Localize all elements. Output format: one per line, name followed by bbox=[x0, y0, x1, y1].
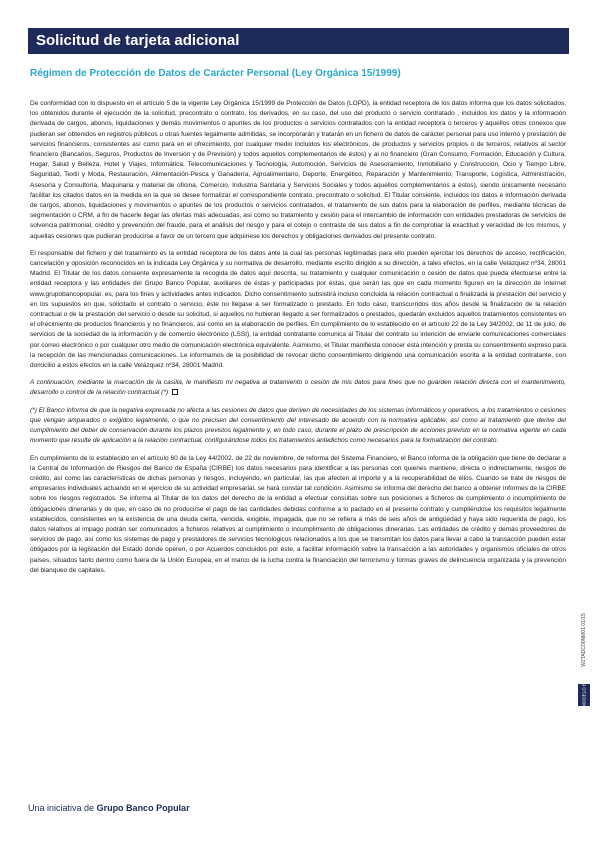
consent-optout-text: A continuación, mediante la marcación de la casilla, le manifiesto mi negativa al tratamiento o cesión de mis datos para fines que no guarden relación directa con el mantenimiento, desarrollo o control de la relación contractual (*) bbox=[30, 379, 566, 397]
model-badge-label: MODELO B bbox=[581, 683, 587, 707]
paragraph-lopd: De conformidad con lo dispuesto en el artículo 5 de la vigente Ley Orgánica 15/1999 de Protección de Datos (LOPD), la entidad receptora de los datos informa que los datos solicitados, los obtenidos durante el ejecución de la solicitud, precontrato o contrato, los derivados, en su caso, del uso del producto o servicio contratado , incluidos los datos y la información derivada de cargos, abonos, liquidaciones y demás movimientos o apuntes de los productos o servicios contratados con la entidad receptora o terceros y aquellos otros conexos que pudieran ser obtenidos en registros públicos u otras fuentes legalmente admitidas, se incorporarán y tratarán en un fichero de datos de carácter personal para uso interno y prestación de servicios financieros, consistentes así como para en el ofrecimiento, por cualquier medio incluidos los electrónicos, de productos y servicios propios o de terceros, relativos al sector financiero (Bancarios, Seguros, Productos de Inversión y de Previsión) y todos aquellos complementarios de éstos) y al no financiero (Gran Consumo, Formación, Educación y Cultura, Hogar, Salud y Belleza, Hotel y Viajes, Informática, Telecomunicaciones y Tecnología, Automoción, Servicios de Asesoramiento, Inmobiliario y Construcción, Ocio y Tiempo Libre, Seguridad, Textil y Moda, Restauración, Alimentación-Pesca y Ganadería, Agroalimentario, Deporte, Energético, Reparación y Mantenimiento, Transporte, Logística, Administración, Asesoría y Consultoría, Maquinaria y material de oficina, Comercio, Industria Sanitaria y Servicios Sociales y todos aquellos complementarios a éstos), siendo únicamente necesario facilitar los citados datos en la medida en la que se desee formalizar el correspondiente contrato, precontrato o solicitud. El Titular consiente, incluidos los datos e información derivada de cargos, abonos, liquidaciones y movimientos o apuntes de los productos o servicios contratados, el tratamiento de sus datos para la elaboración de perfiles, mediante técnicas de segmentación o CRM, a fin de hacerle llegar las ofertas más adecuadas, así como su tratamiento y cesión para el intercambio de información con entidades prestadoras de servicios de solvencia patrimonial, crédito y prevención del fraude, para el análisis del riesgo y para el cotejo o contraste de sus datos a fin de comprobar la exactitud y veracidad de los mismos, y aquellas cesiones que pudieran producirse a favor de un tercero que adquiriese los derechos y obligaciones derivados del presente contrato. bbox=[30, 100, 566, 240]
optout-checkbox[interactable] bbox=[172, 389, 178, 395]
document-body bbox=[30, 99, 566, 583]
footer bbox=[28, 803, 190, 813]
paragraph-consent-optout bbox=[30, 378, 566, 398]
paragraph-responsable: El responsable del fichero y del tratamiento es la entidad receptora de los datos ante la cual las personas legitimadas para ello pueden ejercitar los derechos de acceso, rectificación, cancelación y oposición reconocidos en la indicada Ley Orgánica y su normativa de desarrollo, mediante escrito dirigido a su dirección, a tales efectos, en la calle Velázquez nº34, 28001 Madrid. El Titular de los datos consiente expresamente la recogida de datos aquí descrita, su tratamiento y cualquier comunicación o cesión de datos que pueda efectuarse entre la entidad receptora y las entidades del Grupo Banco Popular, auxiliares de éstas y participadas por éstas, que serán las que en cada momento figuren en la dirección de Internet www.grupobancopopular. es, para los fines y actividades antes indicados. Dicho consentimiento subsistirá incluso concluida la relación contractual o finalizada la prestación del servicio y en los supuestos en que, solicitado el contrato o servicio, éste no llegase a ser formalizado o prestado. En todo caso, transcurridos dos años desde la finalización de la relación contractual o de la prestación del servicio o desde su solicitud, si aquellos no hubieran llegado a ser formalizados o prestados, quedarán excluidos aquellos tratamientos consistentes en el ofrecimiento de productos financieros y no financieros, así como en la elaboración de perfiles. En cumplimiento de lo establecido en el artículo 22 de la Ley 34/2002, de 11 de julio, de servicios de la sociedad de la información y de comercio electrónico (LSSI), la entidad contratante comunica al Titular del contrato su intención de enviarle comunicaciones comerciales por correo electrónico o por cualquier otro medio de comunicación electrónica equivalente. Asimismo, el Titular manifiesta conocer esta intención y presta su consentimiento expreso para la recepción de las mencionadas comunicaciones. Le informamos de la posibilidad de revocar dicho consentimiento dirigiendo una comunicación escrita a la entidad contratante, con domicilio a estos efectos en la calle Velázquez nº34, 28001 Madrid. bbox=[30, 249, 566, 370]
footer-prefix: Una iniciativa de bbox=[28, 803, 95, 813]
model-badge bbox=[578, 684, 590, 706]
footer-brand: Grupo Banco Popular bbox=[96, 803, 190, 813]
paragraph-footnote: (*) El Banco informa de que la negativa expresada no afecta a las cesiones de datos que deriven de necesidades de los sistemas informáticos y operativos, a los tratamientos o cesiones que vengan amparados o exigidos legalmente, o que no precisen del consentimiento del interesado de acuerdo con la normativa aplicable, así como al tratamiento que derive del cumplimiento del deber de conservación durante los plazos previstos legalmente y, en todo caso, durante el plazo de prescripción de acciones previsto en la normativa vigente en cada momento que resulte de aplicación a la relación contractual, configurándose todos los tratamientos antedichos como necesarios para la formalización del contrato. bbox=[30, 406, 566, 445]
reference-code: W2TADC00NM01 01/15 bbox=[581, 613, 587, 667]
header-bar bbox=[28, 28, 569, 54]
paragraph-cirbe: En cumplimiento de lo establecido en el artículo 60 de la Ley 44/2002, de 22 de noviembre, de reforma del Sistema Financiero, el Banco informa de la obligación que tiene de declarar a la Central de Información de Riesgos del Banco de España (CIRBE) los datos necesarios para identificar a las personas con quienes mantiene, directa o indirectamente, riesgos de crédito, así como las características de dichas personas y riesgos, incluyendo, en particular, las que afecten al importe y a la recuperabilidad de éllos. Cuando se trate de riesgos de empresarios individuales actuando en el ejercicio de su actividad empresarial, se hará constar tal condición. Asimismo se informa del derecho del banco a obtener informes de la CIRBE sobre los riesgos registrados. Se informa al Titular de los datos del derecho de la entidad a efectuar consultas sobre sus posiciones a ficheros de cumplimiento o incumplimiento de obligaciones dinerarias y de que, en caso de no producirse el pago de las cantidades debidas conforme a lo pactado en el presente contrato y cumpliéndose los requisitos legalmente establecidos, consistentes en la existencia de una deuda cierta, vencida, exigible, impagada, que no se refiera a más de seis años de antigüedad y haya sido requerida de pago, los datos relativos al impago podrán ser comunicados a ficheros relativos al cumplimiento o incumplimiento de obligaciones dinerarias. Las entidades de crédito y demás proveedores de servicios de pago, así como los sistemas de pago y prestadores de servicios tecnológicos relacionados a los que se transmitan los datos para llevar a cabo la transacción pueden estar obligados por la legislación del Estado donde operen, o por Acuerdos concluidos por éste, a facilitar información sobre la transacción a las autoridades y organismos oficiales de otros países, situados tanto dentro como fuera de la Unión Europea, en el marco de la lucha contra la financiación del terrorismo y formas graves de delincuencia organizada y la prevención del blanqueo de capitales. bbox=[30, 454, 566, 574]
section-heading: Régimen de Protección de Datos de Carácter Personal (Ley Orgánica 15/1999) bbox=[30, 68, 401, 79]
side-reference bbox=[578, 540, 590, 740]
page-title: Solicitud de tarjeta adicional bbox=[36, 32, 240, 49]
